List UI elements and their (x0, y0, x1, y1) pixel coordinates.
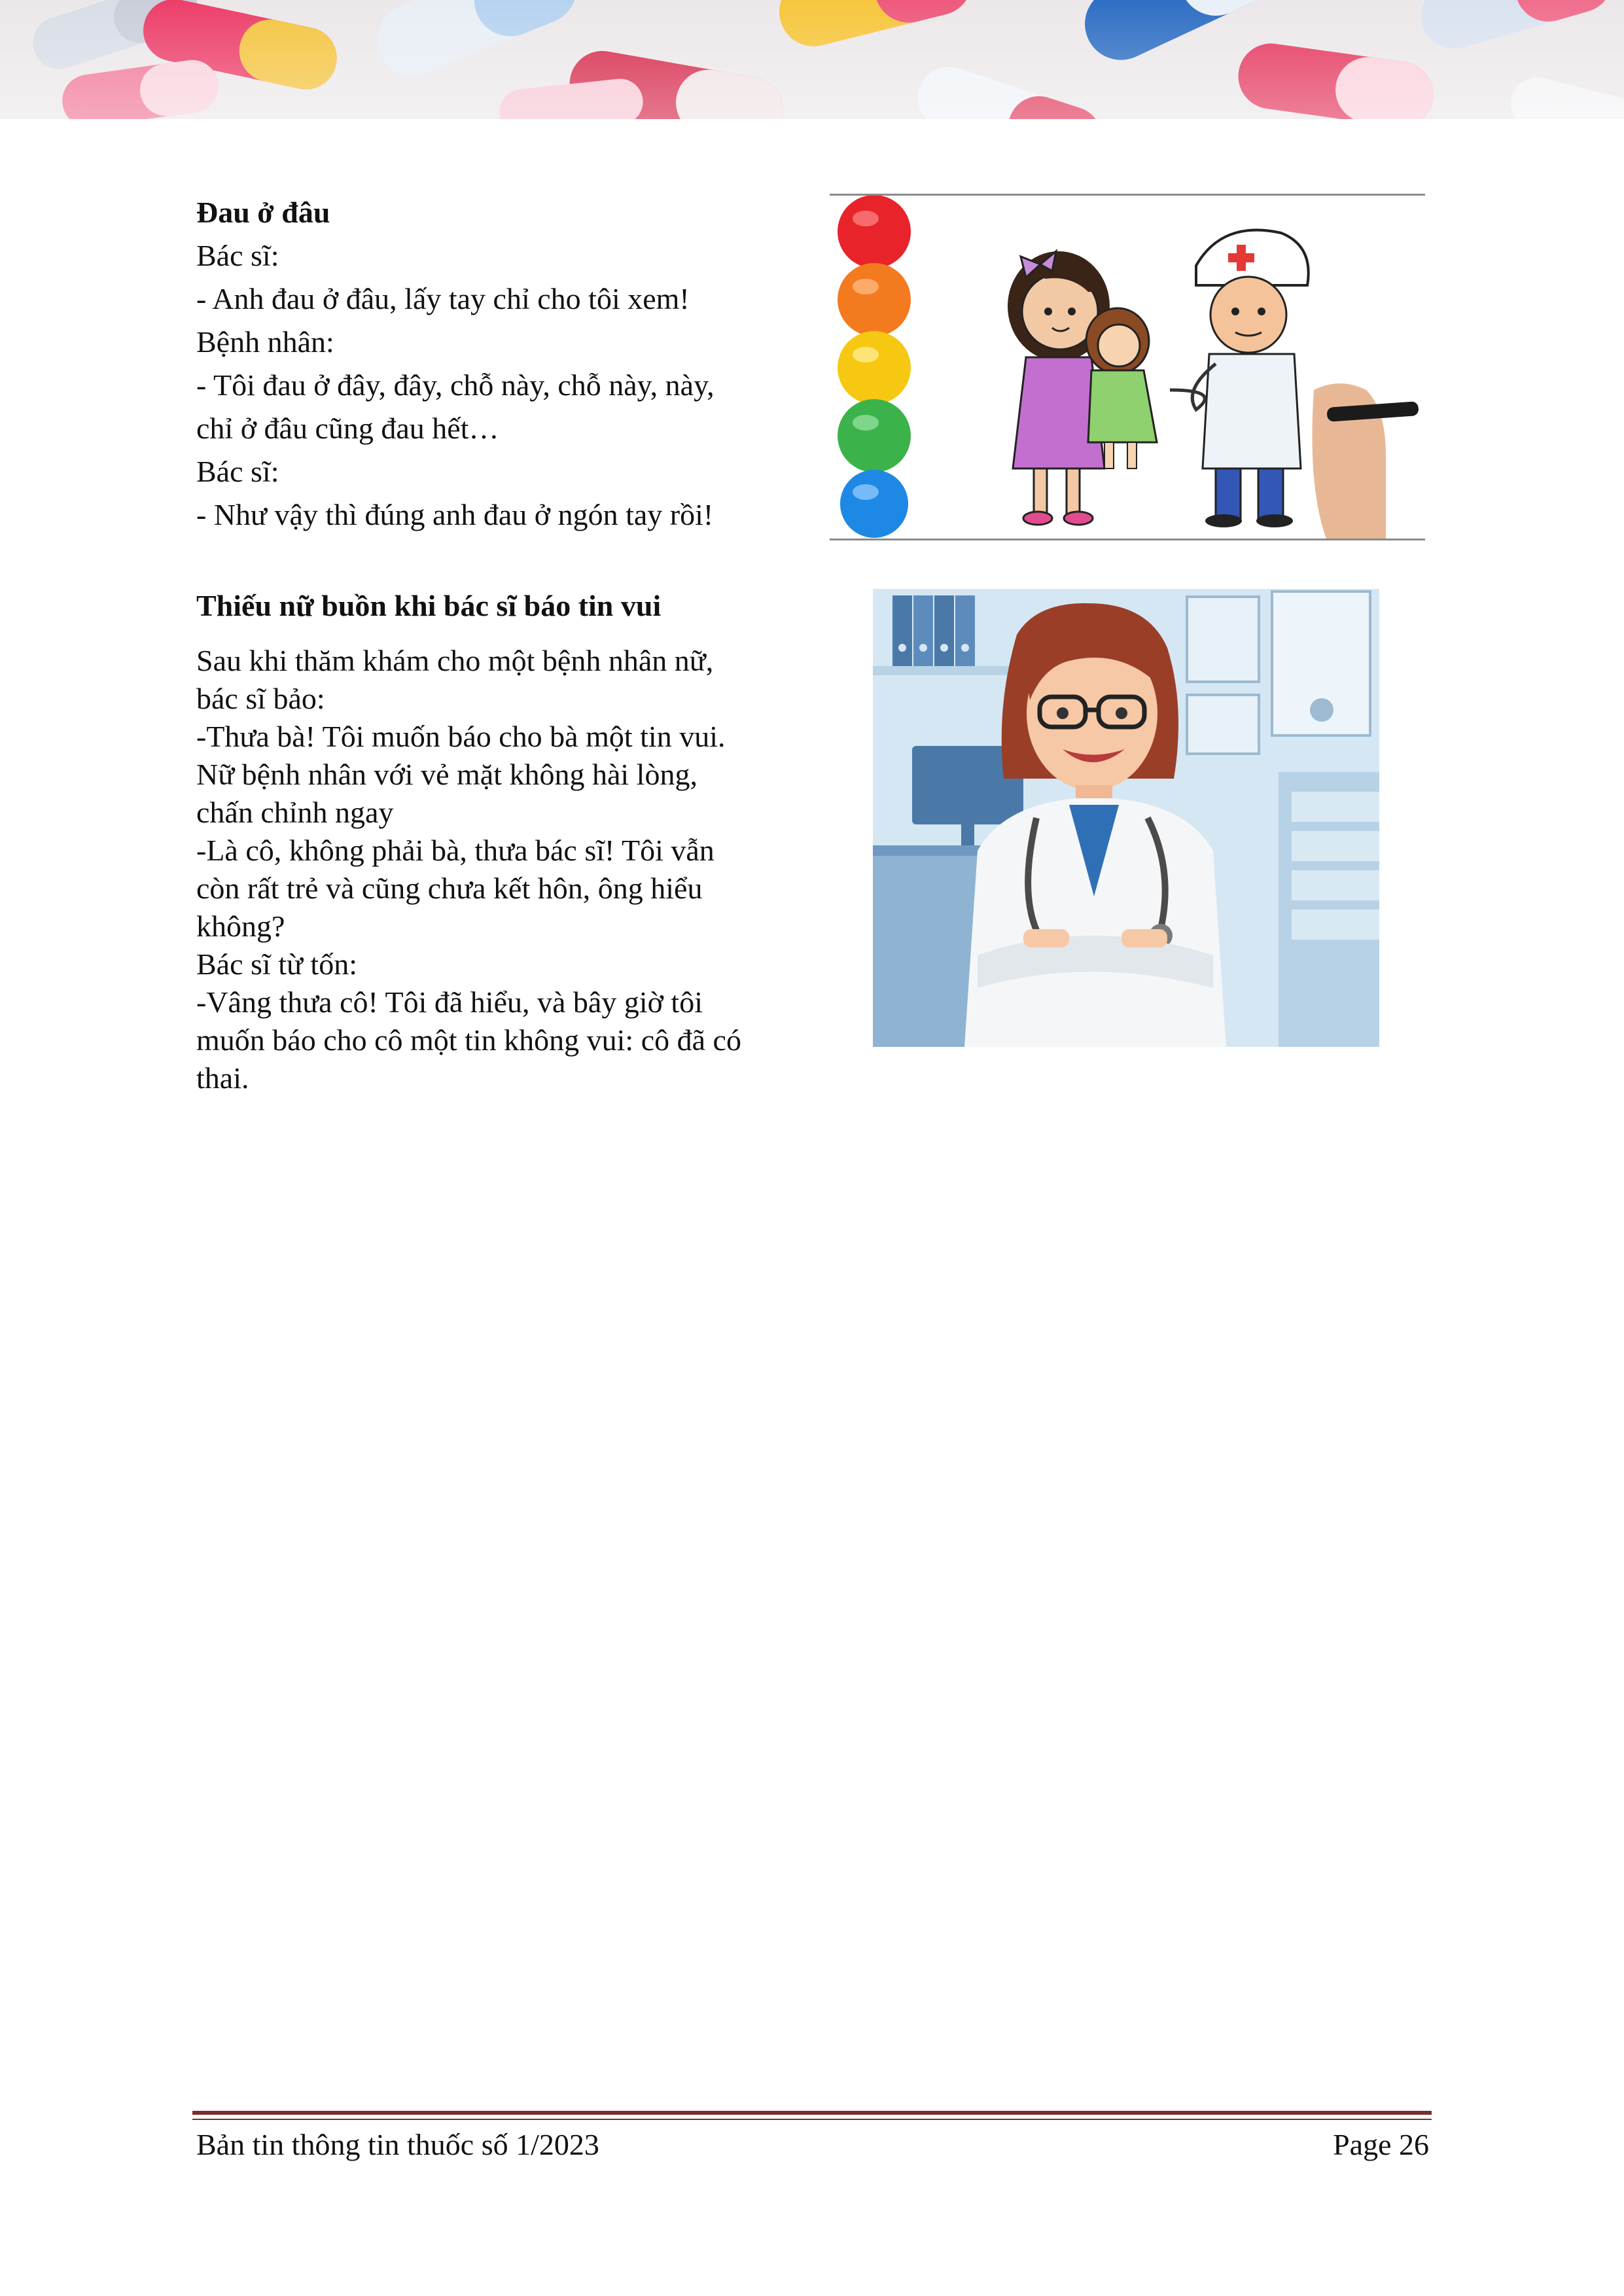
joke-line: không? (196, 910, 285, 943)
joke-title: Đau ở đâu (196, 196, 330, 229)
joke-line: Bệnh nhân: (196, 325, 334, 359)
header-banner (0, 0, 1624, 119)
joke-line: thai. (196, 1061, 249, 1095)
pills-banner-image (0, 0, 1624, 119)
hand-marker-drawing (1313, 383, 1419, 540)
female-doctor-illustration (873, 589, 1379, 1047)
joke-line: Bác sĩ: (196, 239, 279, 272)
footer-rule-thin (192, 2119, 1432, 2120)
joke-line: Sau khi thăm khám cho một bệnh nhân nữ, (196, 644, 714, 677)
joke-line: - Anh đau ở đâu, lấy tay chỉ cho tôi xem! (196, 282, 690, 315)
joke-line: chỉ ở đâu cũng đau hết… (196, 412, 499, 445)
joke-title: Thiếu nữ buồn khi bác sĩ báo tin vui (196, 589, 662, 622)
joke-line: - Như vậy thì đúng anh đau ở ngón tay rồi! (196, 498, 714, 531)
joke-line: còn rất trẻ và cũng chưa kết hôn, ông hiểu (196, 872, 703, 905)
footer-rule-thick (192, 2111, 1432, 2115)
joke-line: bác sĩ bảo: (196, 682, 325, 715)
joke-line: - Tôi đau ở đây, đây, chỗ này, chỗ này, này, (196, 368, 715, 402)
joke-young-woman (196, 587, 824, 1097)
joke-line: Bác sĩ: (196, 455, 279, 488)
joke-line: Nữ bệnh nhân với vẻ mặt không hài lòng, (196, 758, 697, 791)
footer-page-number: Page 26 (1333, 2128, 1429, 2161)
kids-doctor-illustration (830, 194, 1425, 540)
joke-line: Bác sĩ từ tốn: (196, 947, 357, 981)
female-doctor-drawing (873, 589, 1379, 1047)
joke-line: muốn báo cho cô một tin không vui: cô đã có (196, 1023, 741, 1057)
joke-line: chấn chỉnh ngay (196, 796, 394, 829)
image-top-border (830, 194, 1425, 196)
footer-bulletin-title: Bản tin thông tin thuốc số 1/2023 (196, 2128, 599, 2161)
kids-doctor-drawing (830, 194, 1425, 540)
image-bottom-border (830, 539, 1425, 540)
color-balls-icon (838, 195, 911, 538)
joke-line: -Thưa bà! Tôi muốn báo cho bà một tin vui. (196, 720, 726, 753)
joke-line: -Là cô, không phải bà, thưa bác sĩ! Tôi vẫn (196, 834, 715, 867)
joke-line: -Vâng thưa cô! Tôi đã hiểu, và bây giờ tôi (196, 985, 703, 1019)
doctor-drawing (1170, 230, 1309, 527)
joke-where-it-hurts (196, 191, 824, 537)
